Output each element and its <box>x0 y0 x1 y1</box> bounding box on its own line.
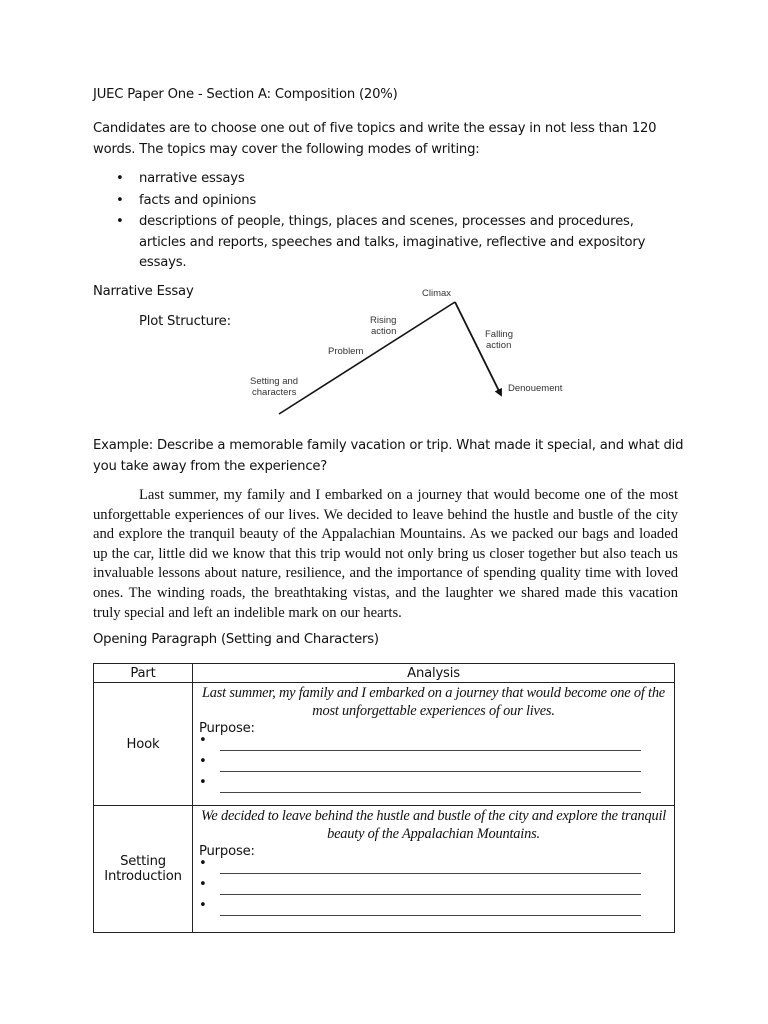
bullet-icon: • <box>199 775 207 790</box>
part-label-line-1: Setting <box>120 854 166 869</box>
list-item-text: narrative essays <box>139 171 245 186</box>
answer-line-input[interactable] <box>220 792 641 793</box>
part-label-line-2: Introduction <box>104 869 182 884</box>
list-item <box>113 191 683 212</box>
bullet-icon: • <box>199 877 207 892</box>
narrative-essay-heading: Narrative Essay <box>93 284 194 299</box>
writing-modes-list <box>113 169 683 275</box>
opening-paragraph-heading: Opening Paragraph (Setting and Characters) <box>93 632 379 647</box>
table-header-row <box>94 664 675 683</box>
bullet-icon: • <box>116 171 124 186</box>
bullet-icon: • <box>199 856 207 871</box>
list-item-text: facts and opinions <box>139 192 257 208</box>
label-rising-2: action <box>371 326 397 337</box>
part-hook: Hook <box>94 683 193 806</box>
purpose-blank <box>193 754 674 778</box>
plot-structure-diagram <box>240 282 580 422</box>
label-falling-1: Falling <box>485 329 513 340</box>
answer-line-input[interactable] <box>220 771 641 772</box>
list-item <box>113 212 683 274</box>
example-story-paragraph <box>93 486 678 623</box>
plot-structure-label: Plot Structure: <box>139 314 231 329</box>
analysis-cell <box>193 683 675 806</box>
header-part: Part <box>94 664 193 683</box>
label-setting-1: Setting and <box>250 376 299 387</box>
purpose-blank <box>193 775 674 799</box>
label-denouement: Denouement <box>508 383 563 394</box>
purpose-blank <box>193 877 674 901</box>
label-problem: Problem <box>328 346 364 357</box>
analysis-cell <box>193 806 675 933</box>
table-row <box>94 683 675 806</box>
answer-line-input[interactable] <box>220 915 641 916</box>
bullet-icon: • <box>116 214 124 229</box>
setting-quote: We decided to leave behind the hustle and bustle of the city and explore the tranquil beauty of the Appalachian Mountains. <box>200 808 667 842</box>
label-falling-2: action <box>486 340 512 351</box>
rising-line <box>279 302 455 414</box>
header-analysis: Analysis <box>193 664 675 683</box>
bullet-icon: • <box>199 898 207 913</box>
table-row <box>94 806 675 933</box>
hook-quote: Last summer, my family and I embarked on a journey that would become one of the most unforgettable experiences of our lives. <box>201 685 665 719</box>
purpose-blank <box>193 856 674 880</box>
document-title: JUEC Paper One - Section A: Composition (20%) <box>93 87 398 102</box>
story-text: Last summer, my family and I embarked on a journey that would become one of the most unforgettable experiences of our lives. We decided to leave behind the hustle and bustle of the city and explore the tranquil beauty of the Appalachian Mountains. As we packed our bags and loaded up the car, little did we know that this trip would not only bring us closer together but also teach us invaluable lessons about nature, resilience, and the importance of spending quality time with loved ones. The winding roads, the breathtaking vistas, and the laughter we shared made this vacation truly special and left an indelible mark on our hearts. <box>93 487 678 621</box>
answer-line-input[interactable] <box>220 894 641 895</box>
example-prompt: Example: Describe a memorable family vacation or trip. What made it special, and what did you take away from the experience? <box>93 438 684 474</box>
purpose-blank <box>193 733 674 757</box>
part-setting-introduction <box>94 806 193 933</box>
intro-paragraph: Candidates are to choose one out of five topics and write the essay in not less than 120 words. The topics may cover the following modes of writing: <box>93 121 657 157</box>
answer-line-input[interactable] <box>220 750 641 751</box>
analysis-table <box>93 663 675 933</box>
label-rising-1: Rising <box>370 315 397 326</box>
label-climax: Climax <box>422 288 452 299</box>
list-item-text: descriptions of people, things, places and scenes, processes and procedures, articles and reports, speeches and talks, imaginative, reflective and expository essays. <box>139 214 646 270</box>
label-setting-2: characters <box>252 387 297 398</box>
purpose-label: Purpose: <box>199 844 255 859</box>
purpose-blank <box>193 898 674 922</box>
bullet-icon: • <box>116 192 124 208</box>
bullet-icon: • <box>199 754 207 769</box>
bullet-icon: • <box>199 733 207 748</box>
list-item <box>113 169 683 190</box>
purpose-label: Purpose: <box>199 721 255 736</box>
answer-line-input[interactable] <box>220 873 641 874</box>
